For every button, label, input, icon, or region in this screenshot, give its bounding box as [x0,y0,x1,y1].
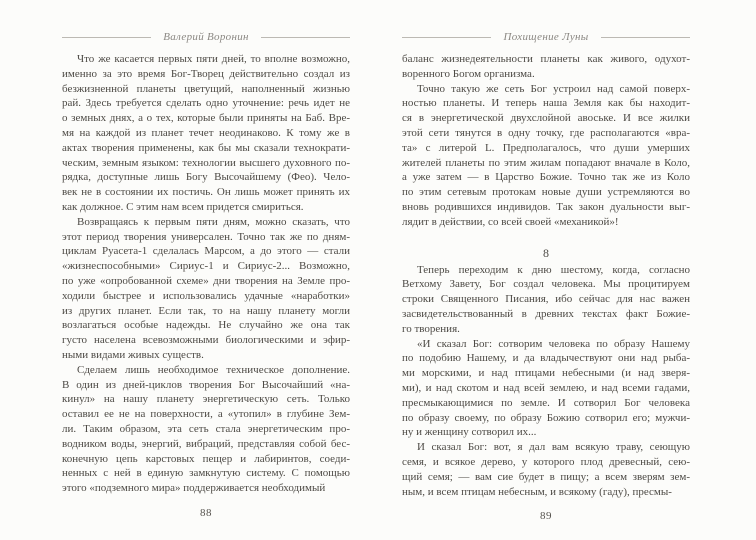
book-page-left [62,30,350,519]
section-number: 8 [543,245,549,260]
text-line: та» с литерой L. Предполагалось, что души умерших [402,141,690,154]
text-line: по уже «опробованной схеме» дни творения на Земле про- [62,274,350,287]
text-line: строки Священного Писания, ибо сейчас для нас важен [402,293,690,306]
header-rule-icon [402,37,491,38]
text-line: по этим сетевым протокам новые души устремляются во [402,186,690,199]
header-rule-icon [62,37,151,38]
book-page-right [402,30,690,522]
text-line: по подобию Нашему, и да владычествуют они над рыба- [402,352,690,365]
running-head-left [62,30,350,44]
text-line: оставил ее не на поверхности, а «утопил» в глубине Зем- [62,408,350,421]
paragraph [402,337,690,441]
page-text-body [62,52,350,496]
text-line: баланс жизнедеятельности планеты как живого, одухот- [402,53,690,65]
text-line: щий семя; — вам сие будет в пищу; а всем зверям зем- [402,470,690,483]
text-line: мя на каждой из планет течет неодинаково. К тому же в [62,126,350,139]
text-line: рядка, доступные лишь Богу Высочайшему (Фео). Чело- [62,171,350,184]
text-line: И сказал Бог: вот, я дал вам всякую траву, сеющую [417,441,690,454]
text-line: воренного Богом организма. [402,67,535,80]
text-line: актах творения применены, как бы мы сказали технократи- [62,141,350,154]
text-line: рай. Здесь требуется сделать одно уточнение: речь идет не [62,97,350,110]
text-line: этот период творения универсален. Точно так же по дням- [62,230,350,243]
text-line: Что же касается первых пяти дней, то вполне возможно, [77,53,350,65]
paragraph [62,52,350,215]
text-line: конечную цепь карстовых пещер и лабиринтов, соеди- [62,452,350,465]
paragraph [402,440,690,499]
paragraph [402,263,690,337]
text-line: густо населена всевозможными биологическими и эфир- [62,334,350,347]
text-line: о земных днях, а о тех, которые были приняты на Баб. Вре- [62,112,350,125]
text-line: ну и женщину сотворил их... [402,426,537,439]
text-line: ся в энергетической двухслойной авоське. И все жилки [402,112,690,125]
text-line: а уже затем — в Царство Божие. Точно так же из Коло [402,171,690,184]
running-head-right [402,30,690,44]
text-line: лядит в действии, со всей своей «механикой»! [402,215,619,228]
text-line: Ветхому Завету, Бог создал человека. Мы процитируем [402,278,690,291]
paragraph [62,215,350,363]
running-head-title: Похищение Луны [503,31,589,43]
text-line: «жизнеспособными» Сириус-1 и Сириус-2... Возможно, [62,260,350,273]
text-line: по образу своему, по образу Божию сотворил его; мужчи- [402,411,690,424]
text-line: ческим, земным языком: технологии высшего духовного по- [62,156,350,169]
text-line: ненных с ней в единую замкнутую систему. С помощью [62,467,350,480]
text-line: ходили быстрее и использовались удачные «наработки» [62,289,350,302]
text-line: ми морскими, и над птицами небесными (и над зверя- [402,367,690,380]
page-text-body [402,52,690,499]
text-line: ными видами живых существ. [62,348,204,361]
running-head-title: Валерий Воронин [163,31,249,43]
paragraph [402,52,690,82]
text-line: этого «подземного мира» поддерживается необходимый [62,482,326,495]
paragraph [62,363,350,496]
text-line: жителей планеты по этим жилам попадают вначале в Коло, [402,156,690,169]
text-line: безжизненной планеты цветущий, наполненный жизнью [62,82,350,95]
text-line: возлагаться особые надежды. Не случайно же она так [62,319,350,332]
text-line: Сделаем лишь необходимое техническое дополнение. [77,363,350,376]
text-line: Теперь переходим к дню шестому, когда, согласно [417,263,690,276]
text-line: как должное. С этим нам всем придется смириться. [62,200,304,213]
text-line: кинул» на нашу планету энергетическую сеть. Только [62,393,350,406]
page-number: 88 [200,506,212,519]
text-line: В один из дней-циклов творения Бог Высочайший «на- [62,378,350,391]
text-line: «И сказал Бог: сотворим человека по образу Нашему [417,337,690,350]
header-rule-icon [261,37,350,38]
paragraph [402,82,690,230]
text-line: водником воды, энергий, вибраций, представляя собой бес- [62,437,350,450]
text-line: Точно такую же сеть Бог устроил над самой поверх- [417,82,690,95]
page-number: 89 [540,510,552,523]
text-line: из других планет. Если так, то на нашу планету могли [62,304,350,317]
text-line: семя, и всякое дерево, у которого плод древесный, сею- [402,455,690,468]
text-line: пресмыкающимися по земле. И сотворил Бог человека [402,396,690,409]
text-line: го творения. [402,322,460,335]
text-line: вновь родившихся индивидов. Так закон дуальности выг- [402,200,690,213]
text-line: век не в состоянии их постичь. Он лишь может принять их [62,186,350,199]
text-line: этой сети тянутся в одну точку, где располагаются «вра- [402,126,690,139]
text-line: циклам Руасета-1 сделалась Марсом, а до этого — стали [62,245,350,258]
text-line: ли. Таким образом, эта сеть стала энергетическим про- [62,422,350,435]
text-line: ным, и всем птицам небесным, и всякому (гаду), пресмы- [402,485,672,498]
text-line: ми), и над скотом и над всей землею, и над всеми гадами, [402,381,690,394]
text-line: именно за это время Бог-Творец действительно создал из [62,67,350,80]
text-line: Возвращаясь к первым пяти дням, можно сказать, что [77,215,350,228]
text-line: засвидетельствованный в древних текстах факт Божие- [402,307,690,320]
header-rule-icon [601,37,690,38]
text-line: ностью планеты. И теперь наша Земля как бы находит- [402,97,690,110]
